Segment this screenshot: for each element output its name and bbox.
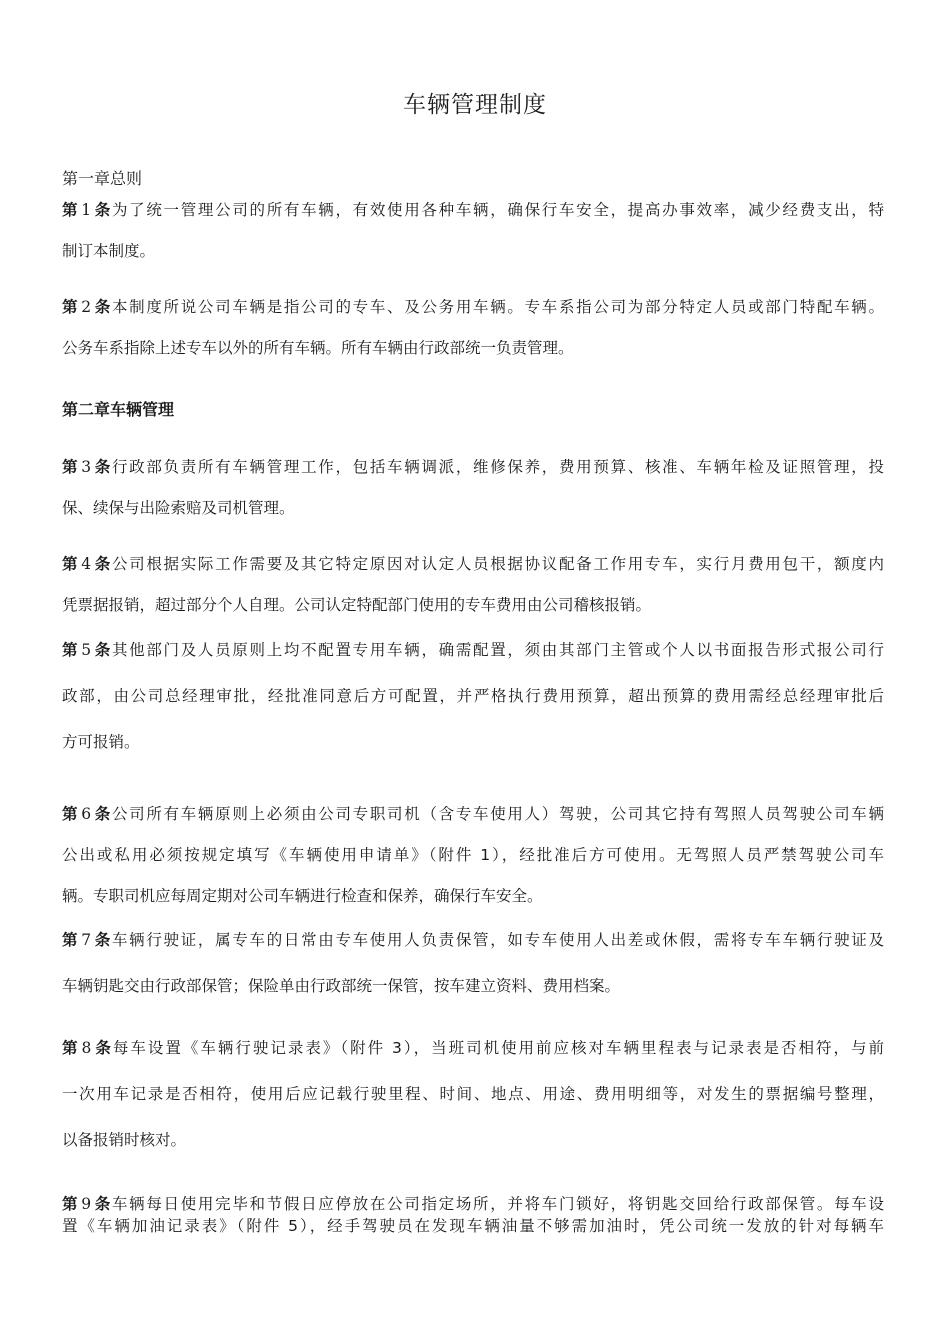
article-line: 保、续保与出险索赔及司机管理。 xyxy=(62,499,295,517)
article-line: 第 6 条公司所有车辆原则上必须由公司专职司机（含专车使用人）驾驶，公司其它持有驾照人员驾驶公司车辆 xyxy=(62,805,884,823)
article-line: 方可报销。 xyxy=(62,733,140,751)
article-9 xyxy=(62,1193,884,1237)
document-title: 车辆管理制度 xyxy=(403,92,547,118)
article-line: 第 4 条公司根据实际工作需要及其它特定原因对认定人员根据协议配备工作用专车，实行月费用包干，额度内 xyxy=(62,555,884,573)
article-line: 第 7 条车辆行驶证，属专车的日常由专车使用人负责保管，如专车使用人出差或休假，需将专车车辆行驶证及 xyxy=(62,931,884,949)
article-label: 第 1 条 xyxy=(62,201,112,219)
article-line: 置《车辆加油记录表》（附件 5），经手驾驶员在发现车辆油量不够需加油时，凭公司统一发放的针对每辆车 xyxy=(62,1217,884,1235)
article-label: 第 7 条 xyxy=(62,931,112,949)
article-label: 第 9 条 xyxy=(62,1195,112,1213)
article-line: 制订本制度。 xyxy=(62,242,156,260)
article-line: 第 2 条本制度所说公司车辆是指公司的专车、及公务用车辆。专车系指公司为部分特定人员或部门特配车辆。 xyxy=(62,298,884,316)
article-1 xyxy=(62,199,884,262)
article-4 xyxy=(62,553,884,616)
article-label: 第 5 条 xyxy=(62,641,112,659)
article-line: 第 9 条车辆每日使用完毕和节假日应停放在公司指定场所，并将车门锁好，将钥匙交回给行政部保管。每车设 xyxy=(62,1195,884,1213)
article-line: 第 3 条行政部负责所有车辆管理工作，包括车辆调派，维修保养，费用预算、核准、车辆年检及证照管理，投 xyxy=(62,458,884,476)
article-line: 政部，由公司总经理审批，经批准同意后方可配置，并严格执行费用预算，超出预算的费用需经总经理审批后 xyxy=(62,687,884,705)
article-3 xyxy=(62,456,884,519)
article-line: 公出或私用必须按规定填写《车辆使用申请单》（附件 1），经批准后方可使用。无驾照人员严禁驾驶公司车 xyxy=(62,846,884,864)
article-label: 第 4 条 xyxy=(62,555,112,573)
article-6 xyxy=(62,803,884,907)
article-line: 第 8 条每车设置《车辆行驶记录表》（附件 3），当班司机使用前应核对车辆里程表与记录表是否相符，与前 xyxy=(62,1039,884,1057)
article-7 xyxy=(62,929,884,997)
article-label: 第 3 条 xyxy=(62,458,112,476)
article-line: 公务车系指除上述专车以外的所有车辆。所有车辆由行政部统一负责管理。 xyxy=(62,339,574,357)
article-line: 辆。专职司机应每周定期对公司车辆进行检查和保养，确保行车安全。 xyxy=(62,887,543,905)
chapter-heading-2: 第二章车辆管理 xyxy=(62,400,175,419)
article-label: 第 6 条 xyxy=(62,805,112,823)
article-line: 车辆钥匙交由行政部保管；保险单由行政部统一保管，按车建立资料、费用档案。 xyxy=(62,977,621,995)
article-label: 第 2 条 xyxy=(62,298,112,316)
chapter-heading-1: 第一章总则 xyxy=(62,169,143,188)
article-line: 一次用车记录是否相符，使用后应记载行驶里程、时间、地点、用途、费用明细等，对发生的票据编号整理， xyxy=(62,1085,884,1103)
article-2 xyxy=(62,296,884,359)
article-line: 第 5 条其他部门及人员原则上均不配置专用车辆，确需配置，须由其部门主管或个人以书面报告形式报公司行 xyxy=(62,641,884,659)
article-label: 第 8 条 xyxy=(62,1039,113,1057)
article-line: 第 1 条为了统一管理公司的所有车辆，有效使用各种车辆，确保行车安全，提高办事效率，减少经费支出，特 xyxy=(62,201,884,219)
article-8 xyxy=(62,1037,884,1151)
article-line: 凭票据报销，超过部分个人自理。公司认定特配部门使用的专车费用由公司稽核报销。 xyxy=(62,596,652,614)
article-5 xyxy=(62,639,884,753)
article-line: 以备报销时核对。 xyxy=(62,1131,187,1149)
